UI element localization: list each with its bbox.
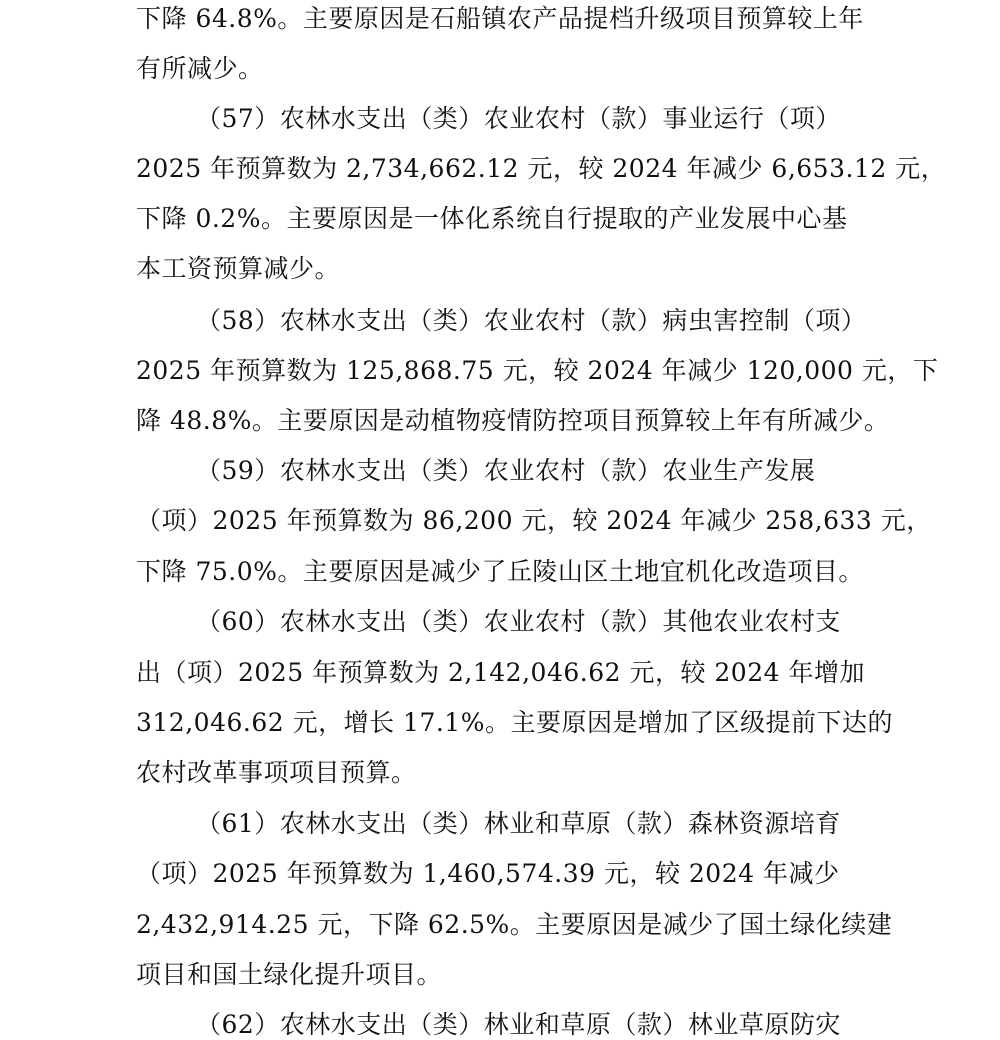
text-line: 降 48.8%。主要原因是动植物疫情防控项目预算较上年有所减少。 <box>136 406 890 435</box>
paragraph-heading-60: （60）农林水支出（类）农业农村（款）其他农业农村支 <box>196 607 841 636</box>
text-line: 2025 年预算数为 125,868.75 元，较 2024 年减少 120,000 元，下 <box>136 356 939 385</box>
text-line: 2,432,914.25 元，下降 62.5%。主要原因是减少了国土绿化续建 <box>136 910 893 939</box>
text-line: （项）2025 年预算数为 1,460,574.39 元，较 2024 年减少 <box>136 859 840 888</box>
text-line: 有所减少。 <box>136 54 264 83</box>
paragraph-heading-61: （61）农林水支出（类）林业和草原（款）森林资源培育 <box>196 809 841 838</box>
text-line: 下降 0.2%。主要原因是一体化系统自行提取的产业发展中心基 <box>136 204 848 233</box>
text-line: （项）2025 年预算数为 86,200 元，较 2024 年减少 258,633 元， <box>136 506 932 535</box>
text-line: 项目和国土绿化提升项目。 <box>136 960 443 989</box>
paragraph-heading-58: （58）农林水支出（类）农业农村（款）病虫害控制（项） <box>196 306 867 335</box>
text-line: 下降 64.8%。主要原因是石船镇农产品提档升级项目预算较上年 <box>136 4 864 33</box>
text-line: 本工资预算减少。 <box>136 254 341 283</box>
paragraph-heading-59: （59）农林水支出（类）农业农村（款）农业生产发展 <box>196 456 816 485</box>
text-line: 农村改革事项项目预算。 <box>136 758 417 787</box>
paragraph-heading-57: （57）农林水支出（类）农业农村（款）事业运行（项） <box>196 104 841 133</box>
text-line: 下降 75.0%。主要原因是减少了丘陵山区土地宜机化改造项目。 <box>136 557 864 586</box>
text-line: 2025 年预算数为 2,734,662.12 元，较 2024 年减少 6,653.12 元， <box>136 154 947 183</box>
paragraph-heading-62: （62）农林水支出（类）林业和草原（款）林业草原防灾 <box>196 1010 841 1039</box>
text-line: 312,046.62 元，增长 17.1%。主要原因是增加了区级提前下达的 <box>136 708 893 737</box>
text-line: 出（项）2025 年预算数为 2,142,046.62 元，较 2024 年增加 <box>136 658 865 687</box>
